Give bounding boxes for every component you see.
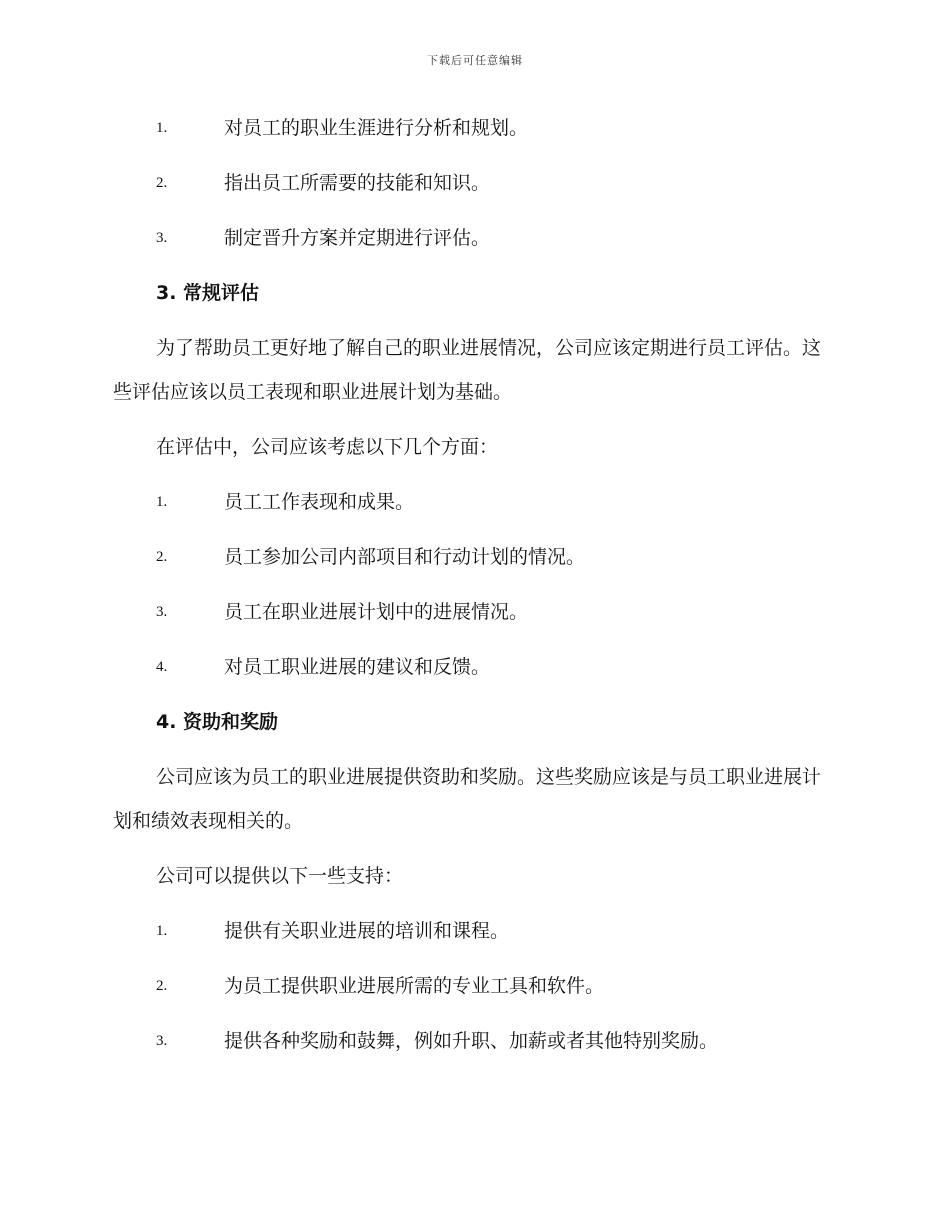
list-item (113, 590, 835, 645)
list-number: 3. (156, 1033, 168, 1049)
list-item (113, 645, 835, 700)
list-text: 为员工提供职业进展所需的专业工具和软件。 (224, 975, 605, 997)
list-text: 提供有关职业进展的培训和课程。 (224, 920, 510, 942)
list-text: 指出员工所需要的技能和知识。 (224, 172, 491, 194)
list-text: 制定晋升方案并定期进行评估。 (224, 227, 491, 249)
list-item (113, 964, 835, 1019)
document-body (113, 106, 835, 1074)
list-item (113, 106, 835, 161)
list-number: 2. (156, 175, 168, 191)
list-number: 2. (156, 978, 168, 994)
page-header: 下载后可任意编辑 (427, 54, 523, 67)
list-text: 提供各种奖励和鼓舞，例如升职、加薪或者其他特别奖励。 (224, 1030, 719, 1052)
list-item (113, 909, 835, 964)
list-text: 对员工的职业生涯进行分析和规划。 (224, 117, 529, 139)
list-item (113, 1019, 835, 1074)
section-heading-4: 4. 资助和奖励 (156, 711, 279, 733)
list-text: 员工参加公司内部项目和行动计划的情况。 (224, 546, 586, 568)
list-number: 4. (156, 659, 168, 675)
list-number: 1. (156, 494, 168, 510)
section-4-paragraph: 公司应该为员工的职业进展提供资助和奖励。这些奖励应该是与员工职业进展计划和绩效表现相关的。 (113, 766, 822, 832)
section-3-intro: 在评估中，公司应该考虑以下几个方面： (156, 436, 499, 458)
list-item (113, 161, 835, 216)
list-number: 3. (156, 604, 168, 620)
list-number: 2. (156, 549, 168, 565)
list-text: 对员工职业进展的建议和反馈。 (224, 656, 491, 678)
list-text: 员工工作表现和成果。 (224, 491, 415, 513)
list-text: 员工在职业进展计划中的进展情况。 (224, 601, 529, 623)
list-item (113, 480, 835, 535)
section-3-paragraph: 为了帮助员工更好地了解自己的职业进展情况，公司应该定期进行员工评估。这些评估应该以员工表现和职业进展计划为基础。 (113, 337, 822, 403)
list-number: 1. (156, 120, 168, 136)
list-number: 3. (156, 230, 168, 246)
section-heading-3: 3. 常规评估 (156, 282, 260, 304)
list-item (113, 535, 835, 590)
list-item (113, 216, 835, 271)
list-number: 1. (156, 923, 168, 939)
section-4-intro: 公司可以提供以下一些支持： (156, 865, 404, 887)
